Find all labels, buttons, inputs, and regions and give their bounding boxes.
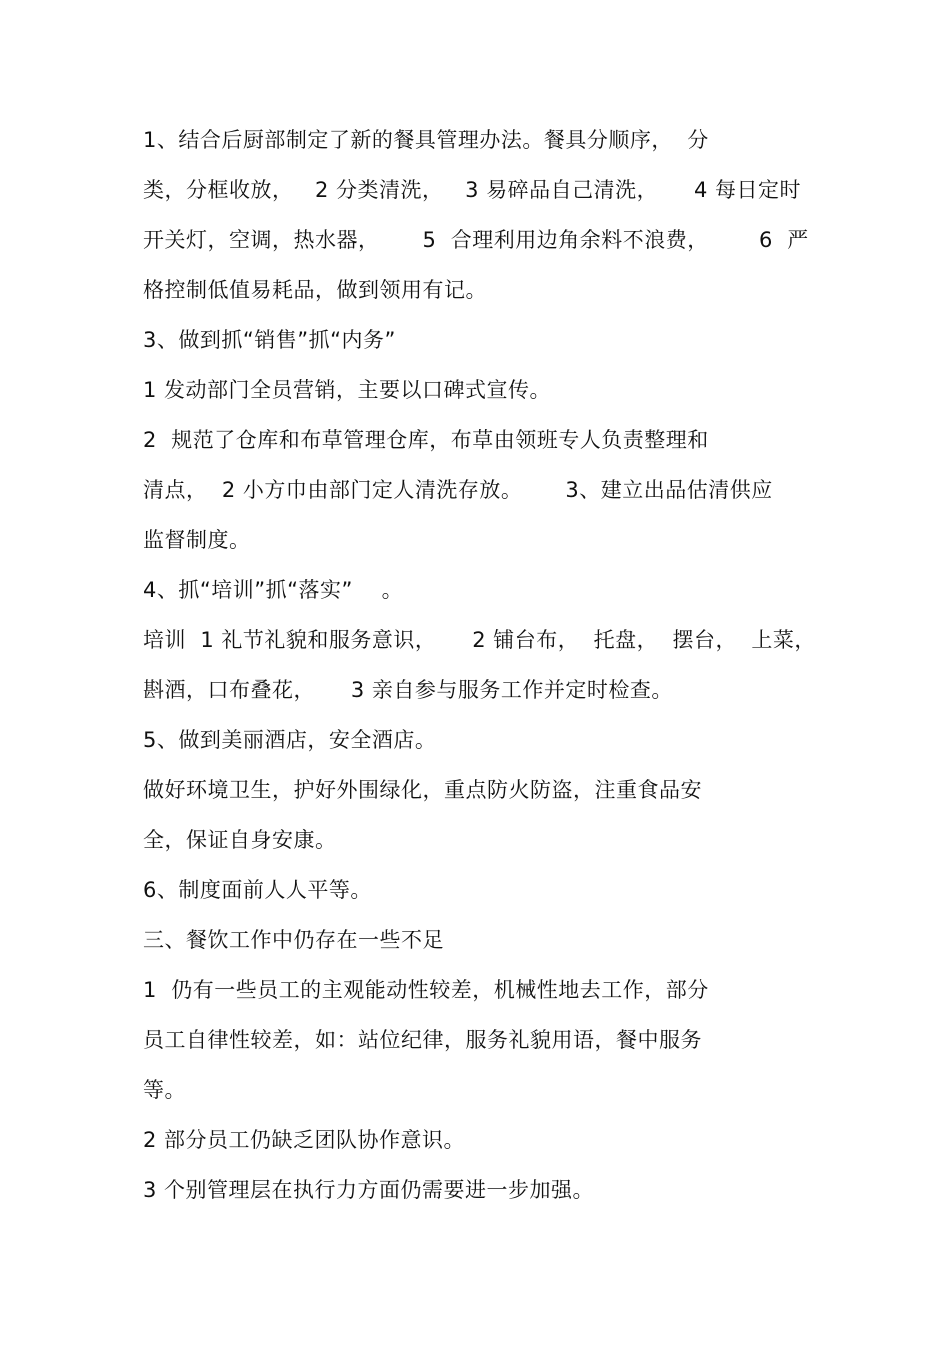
section-heading: 三、餐饮工作中仍存在一些不足 — [143, 928, 444, 952]
text-line: 监督制度。 — [143, 528, 251, 552]
text-line: 2 部分员工仍缺乏团队协作意识。 — [143, 1128, 466, 1152]
text-line: 格控制低值易耗品，做到领用有记。 — [143, 278, 487, 302]
text-line: 员工自律性较差，如：站位纪律，服务礼貌用语，餐中服务 — [143, 1028, 702, 1052]
text-line: 斟酒，口布叠花， 3 亲自参与服务工作并定时检查。 — [143, 678, 673, 702]
text-line: 清点， 2 小方巾由部门定人清洗存放。 3、建立出品估清供应 — [143, 478, 773, 502]
section-heading: 3、做到抓“销售”抓“内务” — [143, 328, 396, 352]
text-line: 1 仍有一些员工的主观能动性较差，机械性地去工作，部分 — [143, 978, 709, 1002]
text-line: 1 发动部门全员营销，主要以口碑式宣传。 — [143, 378, 552, 402]
text-line: 全，保证自身安康。 — [143, 828, 337, 852]
text-line: 类，分框收放， 2 分类清洗， 3 易碎品自己清洗， 4 每日定时 — [143, 178, 802, 202]
text-line: 开关灯，空调，热水器， 5 合理利用边角余料不浪费， 6 严 — [143, 228, 809, 252]
text-line: 做好环境卫生，护好外围绿化，重点防火防盗，注重食品安 — [143, 778, 702, 802]
section-heading: 6、制度面前人人平等。 — [143, 878, 372, 902]
section-heading: 5、做到美丽酒店，安全酒店。 — [143, 728, 437, 752]
text-line: 3 个别管理层在执行力方面仍需要进一步加强。 — [143, 1178, 595, 1202]
text-line: 培训 1 礼节礼貌和服务意识， 2 铺台布， 托盘， 摆台， 上菜， — [143, 628, 816, 652]
text-line: 等。 — [143, 1078, 186, 1102]
section-heading: 4、抓“培训”抓“落实” 。 — [143, 578, 404, 602]
text-line: 2 规范了仓库和布草管理仓库，布草由领班专人负责整理和 — [143, 428, 709, 452]
text-line: 1、结合后厨部制定了新的餐具管理办法。餐具分顺序， 分 — [143, 128, 709, 152]
